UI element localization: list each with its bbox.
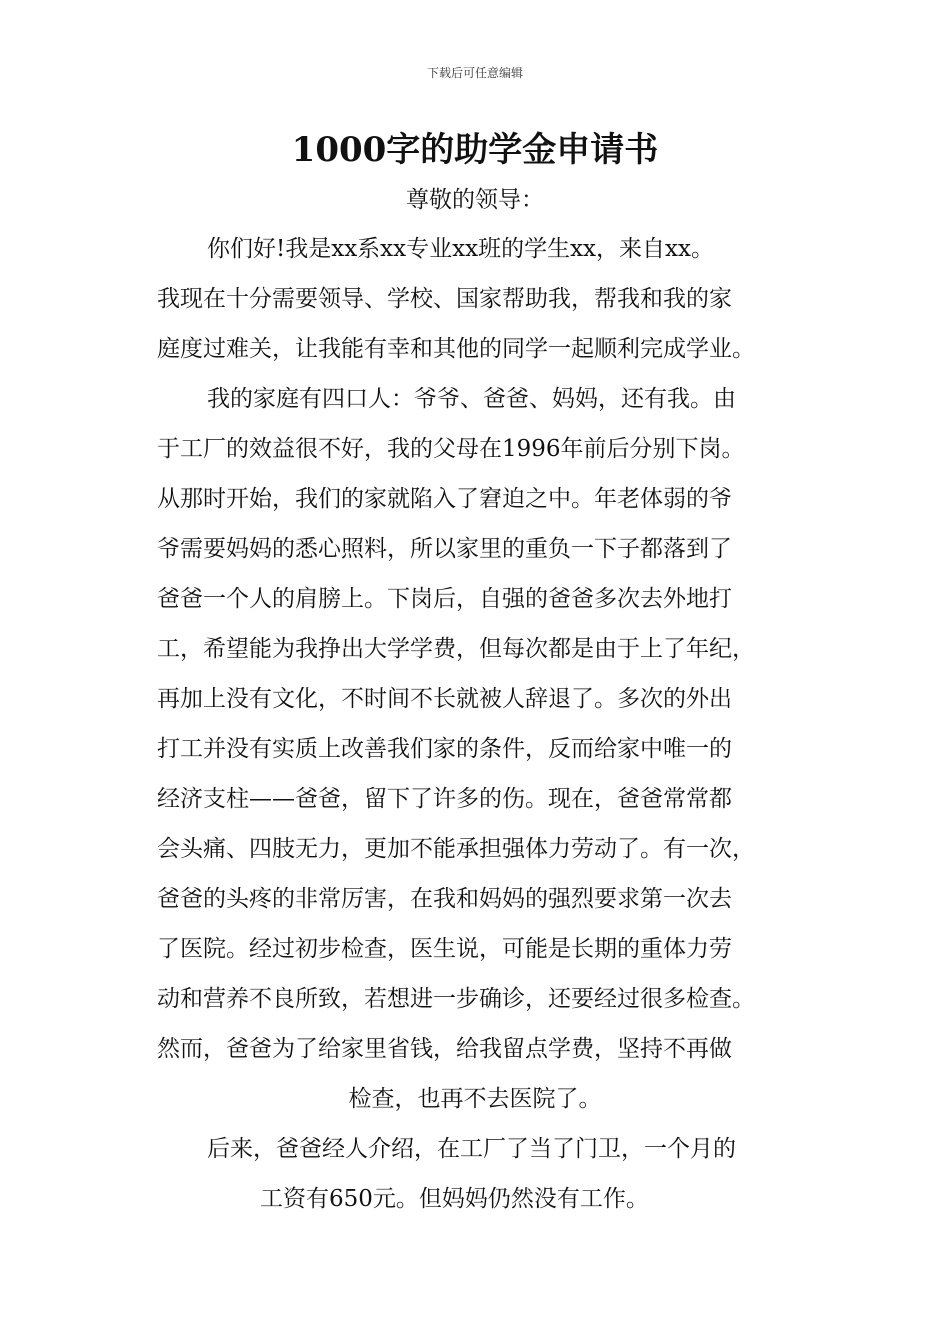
body-line: 检查，也再不去医院了。 [348, 1086, 602, 1112]
body-line: 了医院。经过初步检查，医生说，可能是长期的重体力劳 [157, 936, 732, 962]
header-note: 下载后可任意编辑 [426, 66, 523, 80]
body-line: 我的家庭有四口人：爷爷、爸爸、妈妈，还有我。由 [207, 386, 736, 412]
body-line: 爷需要妈妈的悉心照料，所以家里的重负一下子都落到了 [157, 536, 732, 562]
body-line: 再加上没有文化，不时间不长就被人辞退了。多次的外出 [157, 686, 732, 712]
body-line: 工资有650元。但妈妈仍然没有工作。 [260, 1186, 649, 1212]
body-line: 后来，爸爸经人介绍，在工厂了当了门卫，一个月的 [207, 1136, 736, 1162]
document-title: 1000字的助学金申请书 [291, 130, 659, 170]
body-line: 于工厂的效益很不好，我的父母在1996年前后分别下岗。 [157, 436, 745, 462]
body-line: 打工并没有实质上改善我们家的条件，反而给家中唯一的 [157, 736, 732, 762]
body-line: 会头痛、四肢无力，更加不能承担强体力劳动了。有一次， [157, 836, 755, 862]
body-line: 爸爸一个人的肩膀上。下岗后，自强的爸爸多次去外地打 [157, 586, 732, 612]
body-line: 我现在十分需要领导、学校、国家帮助我，帮我和我的家 [157, 286, 732, 312]
body-line: 爸爸的头疼的非常厉害，在我和妈妈的强烈要求第一次去 [157, 886, 732, 912]
body-line: 然而，爸爸为了给家里省钱，给我留点学费，坚持不再做 [157, 1036, 732, 1062]
body-line: 从那时开始，我们的家就陷入了窘迫之中。年老体弱的爷 [157, 486, 732, 512]
body-line: 动和营养不良所致，若想进一步确诊，还要经过很多检查。 [157, 986, 755, 1012]
body-line: 你们好!我是xx系xx专业xx班的学生xx，来自xx。 [207, 236, 714, 262]
body-line: 工，希望能为我挣出大学学费，但每次都是由于上了年纪， [157, 636, 755, 662]
body-line: 经济支柱——爸爸，留下了许多的伤。现在，爸爸常常都 [157, 786, 732, 812]
body-line: 庭度过难关，让我能有幸和其他的同学一起顺利完成学业。 [157, 336, 755, 362]
salutation: 尊敬的领导： [406, 187, 544, 213]
